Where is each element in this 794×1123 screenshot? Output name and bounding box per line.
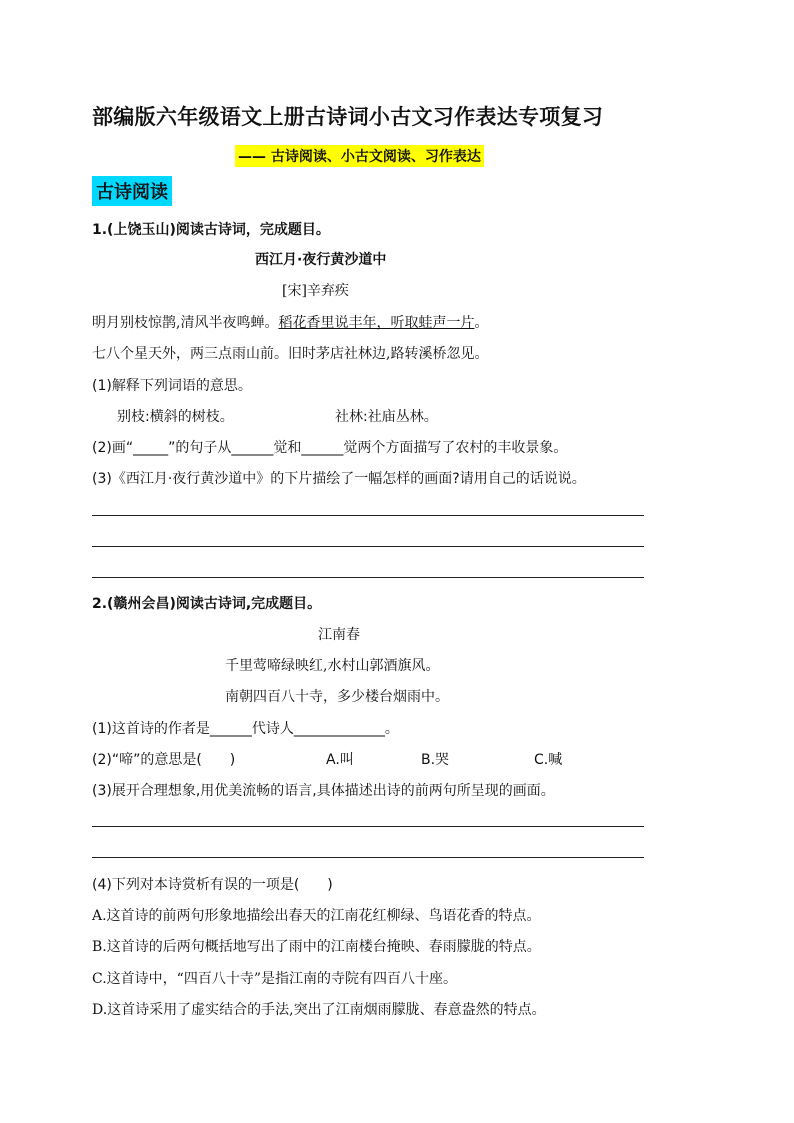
poem-2-line-1: 千里莺啼绿映红,水村山郭酒旗风。: [225, 658, 440, 674]
poem-2-line-2: 南朝四百八十寺，多少楼台烟雨中。: [225, 689, 449, 705]
section-heading: 古诗阅读: [92, 176, 172, 206]
poem-1-line-1-part-a: 明月别枝惊鹊,清风半夜鸣蝉。: [92, 315, 279, 331]
option-a[interactable]: A.叫: [326, 752, 354, 768]
answer-line[interactable]: [92, 857, 644, 858]
question-2-sub-4: (4)下列对本诗赏析有误的一项是( ): [92, 877, 333, 893]
choice-a[interactable]: A.这首诗的前两句形象地描绘出春天的江南花红柳绿、鸟语花香的特点。: [92, 908, 541, 924]
option-b[interactable]: B.哭: [421, 752, 450, 768]
question-1-heading: 1.(上饶玉山)阅读古诗词，完成题目。: [92, 222, 330, 238]
choice-d[interactable]: D.这首诗采用了虚实结合的手法,突出了江南烟雨朦胧、春意盎然的特点。: [92, 1002, 546, 1018]
answer-line[interactable]: [92, 577, 644, 578]
question-2-heading: 2.(赣州会昌)阅读古诗词,完成题目。: [92, 596, 322, 612]
definition-she-lin: 社林:社庙丛林。: [335, 409, 438, 425]
answer-line[interactable]: [92, 515, 644, 516]
poem-1-line-1-end: 。: [474, 315, 489, 331]
poem-1-title: 西江月·夜行黄沙道中: [255, 252, 387, 268]
page-title: 部编版六年级语文上册古诗词小古文习作表达专项复习: [92, 105, 604, 129]
choice-c[interactable]: C.这首诗中，“四百八十寺”是指江南的寺院有四百八十座。: [92, 971, 457, 987]
choice-b[interactable]: B.这首诗的后两句概括地写出了雨中的江南楼台掩映、春雨朦胧的特点。: [92, 939, 541, 955]
question-1-sub-1: (1)解释下列词语的意思。: [92, 378, 252, 394]
poem-2-title: 江南春: [318, 627, 360, 643]
question-2-sub-1: (1)这首诗的作者是______代诗人_____________。: [92, 721, 399, 737]
poem-1-underlined-sentence: 稻花香里说丰年，听取蛙声一片: [278, 315, 475, 331]
definition-bie-zhi: 别枝:横斜的树枝。: [117, 409, 234, 425]
question-1-sub-3: (3)《西江月·夜行黄沙道中》的下片描绘了一幅怎样的画面?请用自己的话说说。: [92, 471, 586, 487]
poem-1-line-2: 七八个星天外，两三点雨山前。旧时茅店社林边,路转溪桥忽见。: [92, 346, 489, 362]
page-subtitle: —— 古诗阅读、小古文阅读、习作表达: [235, 145, 484, 167]
answer-line[interactable]: [92, 546, 644, 547]
question-1-sub-2: (2)画“_____”的句子从______觉和______觉两个方面描写了农村的丰收景象。: [92, 440, 568, 456]
poem-1-line-1: [92, 312, 488, 332]
poem-1-author: [宋]辛弃疾: [282, 283, 349, 299]
question-2-sub-2: (2)“啼”的意思是( ): [92, 752, 236, 768]
question-2-sub-3: (3)展开合理想象,用优美流畅的语言,具体描述出诗的前两句所呈现的画面。: [92, 783, 555, 799]
option-c[interactable]: C.喊: [534, 752, 563, 768]
answer-line[interactable]: [92, 826, 644, 827]
